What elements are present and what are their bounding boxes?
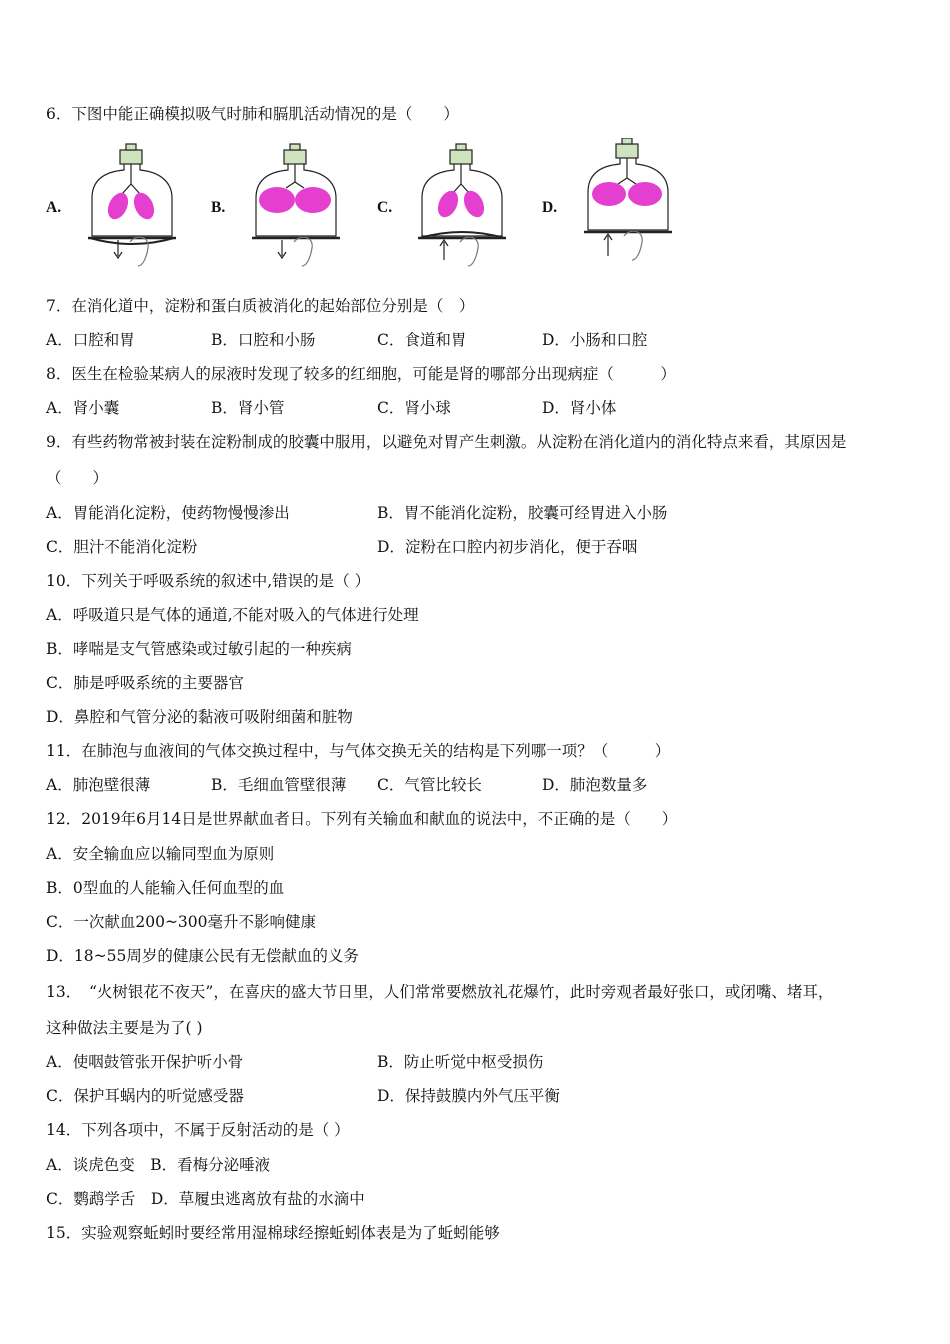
q9-options-row1	[46, 501, 906, 523]
q9-options-row2	[46, 535, 906, 557]
q12-option-c[interactable]: C．一次献血200~300毫升不影响健康	[46, 913, 317, 931]
q13-options-row1	[46, 1050, 906, 1072]
q6-label-b: B.	[211, 199, 226, 216]
q13-option-c[interactable]: C．保护耳蜗内的听觉感受器	[46, 1087, 244, 1105]
q11-stem: 11．在肺泡与血液间的气体交换过程中，与气体交换无关的结构是下列哪一项？（ ）	[46, 742, 671, 760]
q7-option-a[interactable]: A．口腔和胃	[46, 331, 135, 349]
lung-model-d-figure	[578, 138, 678, 268]
q13-options-row2	[46, 1084, 906, 1106]
q8-option-a[interactable]: A．肾小囊	[46, 399, 120, 417]
q13-stem: 13． “火树银花不夜天”，在喜庆的盛大节日里，人们常常要燃放礼花爆竹，此时旁观者最好张口，或闭嘴、堵耳，	[46, 983, 834, 1001]
lung-model-b-figure	[246, 138, 346, 268]
q11-option-c[interactable]: C．气管比较长	[377, 776, 482, 794]
q6-label-c: C.	[377, 199, 393, 216]
q10-option-d[interactable]: D．鼻腔和气管分泌的黏液可吸附细菌和脏物	[46, 708, 353, 726]
q13-stem-continued: 这种做法主要是为了( )	[46, 1019, 203, 1037]
q8-stem: 8．医生在检验某病人的尿液时发现了较多的红细胞，可能是肾的哪部分出现病症（ ）	[46, 365, 676, 383]
q12-option-a[interactable]: A．安全输血应以输同型血为原则	[46, 845, 275, 863]
q7-options	[46, 328, 906, 350]
q8-option-c[interactable]: C．肾小球	[377, 399, 451, 417]
q7-option-d[interactable]: D．小肠和口腔	[542, 331, 648, 349]
q7-option-b[interactable]: B．口腔和小肠	[211, 331, 316, 349]
q9-option-d[interactable]: D．淀粉在口腔内初步消化，便于吞咽	[377, 538, 638, 556]
q13-option-a[interactable]: A．使咽鼓管张开保护听小骨	[46, 1053, 244, 1071]
q8-options	[46, 396, 906, 418]
q8-option-d[interactable]: D．肾小体	[542, 399, 617, 417]
q9-option-b[interactable]: B．胃不能消化淀粉，胶囊可经胃进入小肠	[377, 504, 668, 522]
q12-option-d[interactable]: D．18~55周岁的健康公民有无偿献血的义务	[46, 947, 359, 965]
q12-option-b[interactable]: B．0型血的人能输入任何血型的血	[46, 879, 285, 897]
q7-option-c[interactable]: C．食道和胃	[377, 331, 467, 349]
q11-option-a[interactable]: A．肺泡壁很薄	[46, 776, 151, 794]
q8-option-b[interactable]: B．肾小管	[211, 399, 285, 417]
q6-label-d: D.	[542, 199, 558, 216]
q14-stem: 14．下列各项中，不属于反射活动的是（ ）	[46, 1121, 350, 1139]
lung-model-a-figure	[82, 138, 182, 268]
q10-option-c[interactable]: C．肺是呼吸系统的主要器官	[46, 674, 244, 692]
q14-options-ab[interactable]: A．谈虎色变 B．看梅分泌唾液	[46, 1156, 271, 1174]
q9-option-a[interactable]: A．胃能消化淀粉，使药物慢慢渗出	[46, 504, 290, 522]
lung-model-c-figure	[412, 138, 512, 268]
q13-option-b[interactable]: B．防止听觉中枢受损伤	[377, 1053, 544, 1071]
q9-option-c[interactable]: C．胆汁不能消化淀粉	[46, 538, 198, 556]
q11-option-b[interactable]: B．毛细血管壁很薄	[211, 776, 347, 794]
q10-option-a[interactable]: A．呼吸道只是气体的通道,不能对吸入的气体进行处理	[46, 606, 419, 624]
q10-stem: 10．下列关于呼吸系统的叙述中,错误的是（ ）	[46, 572, 371, 590]
q6-stem: 6．下图中能正确模拟吸气时肺和膈肌活动情况的是（ ）	[46, 105, 459, 123]
q11-options	[46, 773, 906, 795]
q9-stem-blank: （ ）	[46, 469, 109, 487]
q7-stem: 7．在消化道中，淀粉和蛋白质被消化的起始部位分别是（ ）	[46, 297, 475, 315]
q15-stem: 15．实验观察蚯蚓时要经常用湿棉球经擦蚯蚓体表是为了蚯蚓能够	[46, 1224, 500, 1242]
q13-option-d[interactable]: D．保持鼓膜内外气压平衡	[377, 1087, 560, 1105]
q12-stem: 12．2019年6月14日是世界献血者日。下列有关输血和献血的说法中，不正确的是（ ）	[46, 810, 678, 828]
q6-label-a: A.	[46, 199, 62, 216]
q10-option-b[interactable]: B．哮喘是支气管感染或过敏引起的一种疾病	[46, 640, 352, 658]
q14-options-cd[interactable]: C．鹦鹉学舌 D．草履虫逃离放有盐的水滴中	[46, 1190, 365, 1208]
q11-option-d[interactable]: D．肺泡数量多	[542, 776, 648, 794]
q9-stem: 9．有些药物常被封装在淀粉制成的胶囊中服用，以避免对胃产生刺激。从淀粉在消化道内的消化特点来看，其原因是	[46, 433, 847, 451]
